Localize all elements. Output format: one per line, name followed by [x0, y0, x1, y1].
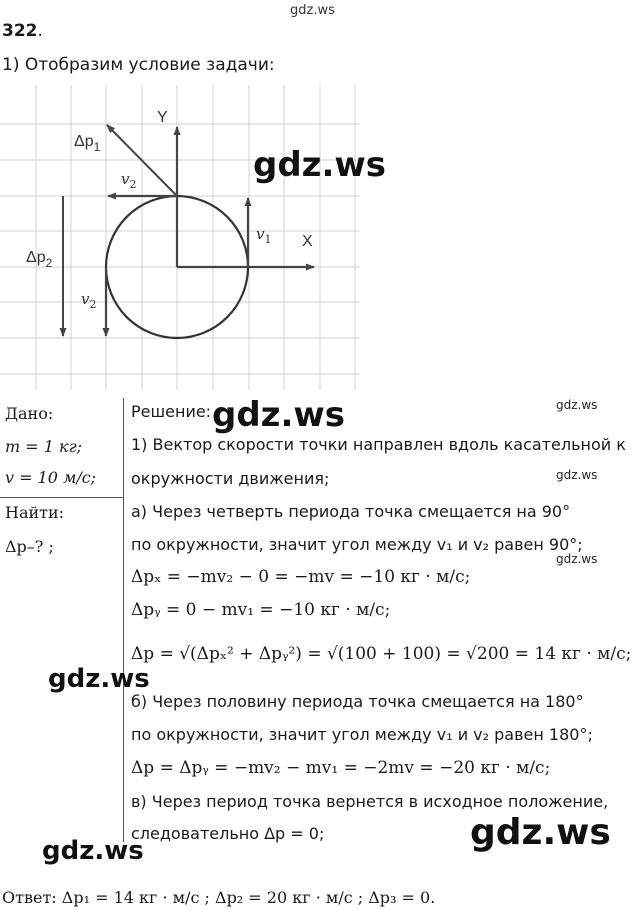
given-title: Дано:: [5, 404, 54, 423]
solution-line-2: окружности движения;: [131, 469, 330, 488]
solution-line-5: Δpₓ = −mv₂ − 0 = −mv = −10 кг · м/с;: [131, 567, 471, 587]
x-axis-label: X: [302, 233, 313, 250]
problem-number: [2, 21, 43, 41]
y-axis-label: Y: [157, 109, 168, 126]
watermark-bottom-left: gdz.ws: [42, 836, 144, 866]
find-value: Δp–? ;: [5, 537, 54, 556]
intro-text: 1) Отобразим условие задачи:: [2, 55, 275, 75]
dp2-label-sub: 2: [45, 256, 53, 270]
watermark-figure: gdz.ws: [253, 145, 387, 185]
dp1-label-text: Δp: [74, 133, 94, 150]
given-vertical-divider: [123, 398, 124, 842]
solution-title: Решение:: [131, 402, 212, 421]
given-divider: [0, 497, 124, 498]
v2-left-label: [81, 290, 96, 311]
solution-line-7: Δp = √(Δpₓ² + Δpᵧ²) = √(100 + 100) = √200 = 14 кг · м/с;: [131, 644, 632, 664]
find-title: Найти:: [5, 503, 65, 522]
v2-left-label-sub: 2: [89, 298, 97, 311]
given-speed: v = 10 м/с;: [5, 468, 97, 487]
dp2-label-text: Δp: [26, 249, 46, 266]
solution-line-12: следовательно Δp = 0;: [131, 824, 325, 843]
watermark-left: gdz.ws: [48, 664, 150, 694]
dp1-label-sub: 1: [93, 140, 101, 154]
solution-line-8: б) Через половину периода точка смещается на 180°: [131, 692, 584, 711]
solution-line-1: 1) Вектор скорости точки направлен вдоль касательной к: [131, 435, 626, 454]
solution-line-10: Δp = Δpᵧ = −mv₂ − mv₁ = −2mv = −20 кг · м/с;: [131, 758, 551, 778]
watermark-small-3: gdz.ws: [556, 552, 598, 566]
watermark-right: gdz.ws: [470, 812, 611, 853]
v1-label-sub: 1: [264, 233, 272, 246]
v1-label: [256, 225, 271, 246]
solution-line-4: по окружности, значит угол между v₁ и v₂ равен 90°;: [131, 535, 583, 554]
dp1-label: [74, 133, 101, 154]
watermark-small-1: gdz.ws: [556, 398, 598, 412]
solution-line-9: по окружности, значит угол между v₁ и v₂ равен 180°;: [131, 725, 593, 744]
problem-number-value: 322: [2, 21, 38, 41]
v2-top-label: [121, 170, 136, 191]
watermark-small-2: gdz.ws: [556, 468, 598, 482]
problem-number-dot: .: [37, 21, 43, 41]
motion-diagram: [0, 80, 360, 390]
answer-line: Ответ: Δp₁ = 14 кг · м/с ; Δp₂ = 20 кг · м/с ; Δp₃ = 0.: [2, 888, 436, 907]
watermark-solution: gdz.ws: [212, 395, 346, 435]
top-watermark: gdz.ws: [290, 3, 335, 18]
solution-line-3: а) Через четверть периода точка смещается на 90°: [131, 502, 571, 521]
given-mass: m = 1 кг;: [5, 437, 83, 456]
v1-label-text: v: [256, 225, 265, 243]
v2-top-label-text: v: [121, 170, 130, 188]
solution-line-11: в) Через период точка вернется в исходное положение,: [131, 792, 609, 811]
v2-top-label-sub: 2: [129, 178, 137, 191]
solution-line-6: Δpᵧ = 0 − mv₁ = −10 кг · м/с;: [131, 600, 391, 620]
v2-left-label-text: v: [81, 290, 90, 308]
